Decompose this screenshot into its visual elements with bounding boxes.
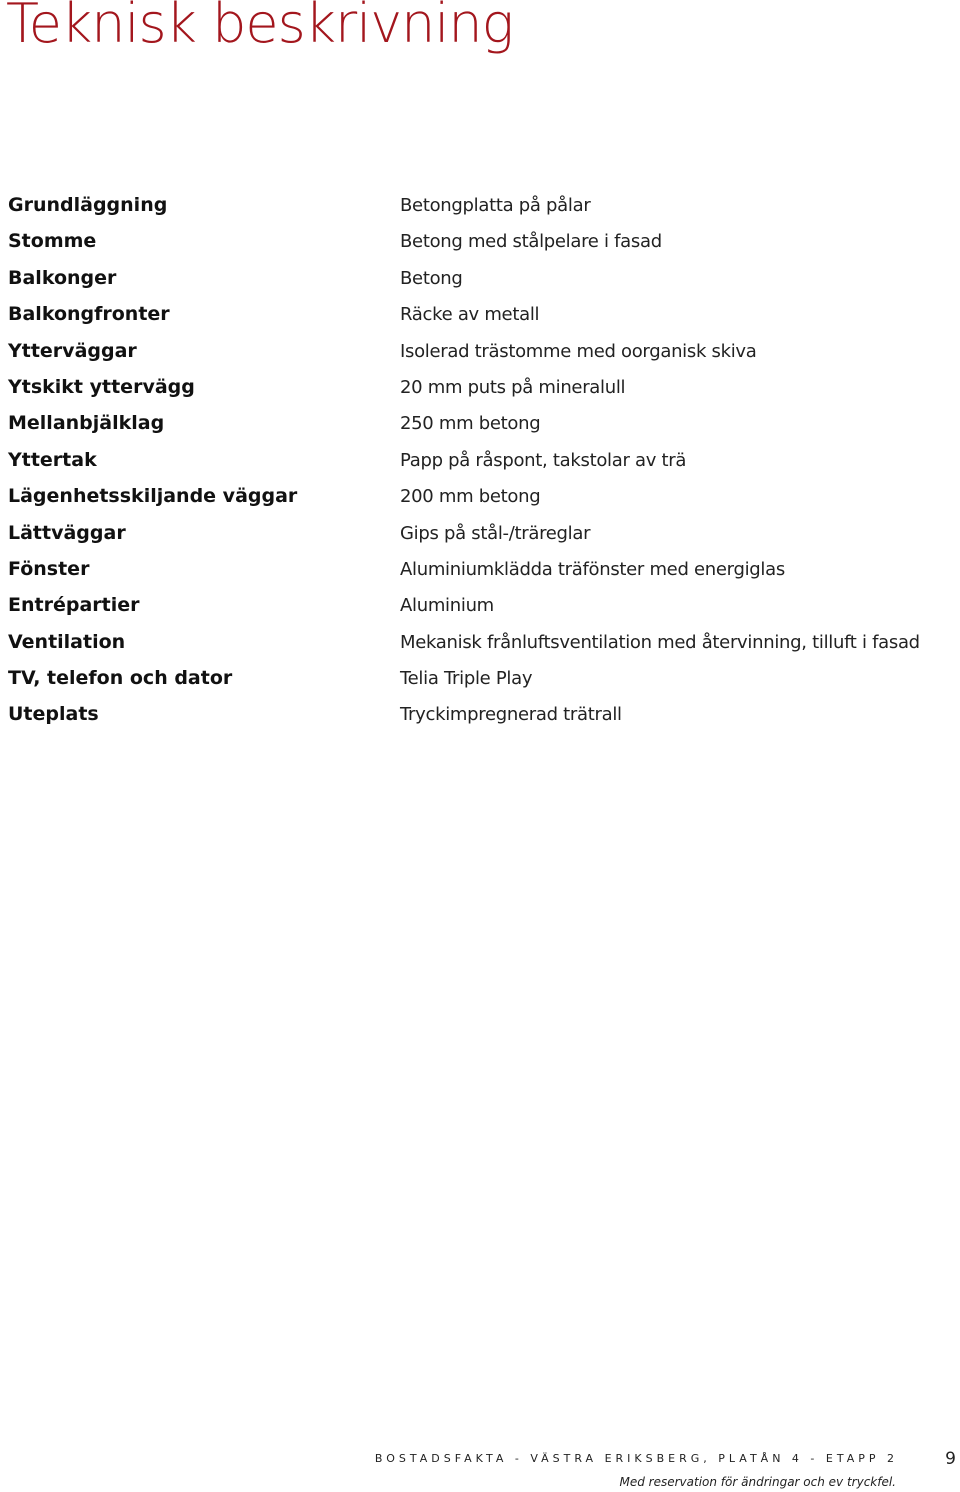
spec-label: Mellanbjälklag — [8, 412, 165, 435]
spec-row — [8, 703, 948, 739]
spec-label: Stomme — [8, 230, 97, 253]
spec-value: 250 mm betong — [400, 413, 541, 435]
spec-label: Balkonger — [8, 266, 117, 289]
spec-row — [8, 522, 948, 558]
spec-label: Lättväggar — [8, 521, 126, 544]
spec-row — [8, 340, 948, 376]
spec-label: Fönster — [8, 557, 90, 580]
spec-row — [8, 449, 948, 485]
spec-value: Isolerad trästomme med oorganisk skiva — [400, 340, 757, 362]
spec-row — [8, 194, 948, 230]
spec-value: Papp på råspont, takstolar av trä — [400, 449, 687, 471]
spec-label: Balkongfronter — [8, 303, 170, 326]
footer-title: BOSTADSFAKTA - VÄSTRA ERIKSBERG, PLATÅN 4 - ETAPP 2 — [374, 1452, 898, 1465]
spec-label: Grundläggning — [8, 194, 168, 216]
spec-value: Betong med stålpelare i fasad — [400, 231, 662, 253]
spec-label: TV, telefon och dator — [8, 667, 233, 690]
spec-value: Betongplatta på pålar — [400, 195, 591, 216]
spec-label: Lägenhetsskiljande väggar — [8, 485, 298, 508]
spec-row — [8, 594, 948, 630]
spec-value: Mekanisk frånluftsventilation med återvinning, tilluft i fasad — [400, 631, 920, 653]
spec-row — [8, 667, 948, 703]
page-title: Teknisk beskrivning — [6, 0, 514, 55]
page-number: 9 — [945, 1449, 956, 1469]
spec-value: Räcke av metall — [400, 304, 540, 326]
spec-row — [8, 303, 948, 339]
spec-row — [8, 485, 948, 521]
spec-value: Gips på stål-/träreglar — [400, 522, 591, 544]
footer-note: Med reservation för ändringar och ev tryckfel. — [619, 1475, 896, 1489]
spec-label: Uteplats — [8, 703, 99, 726]
spec-row — [8, 412, 948, 448]
spec-table — [8, 194, 948, 740]
spec-value: Betong — [400, 267, 463, 289]
spec-value: 200 mm betong — [400, 486, 541, 508]
spec-row — [8, 631, 948, 667]
spec-label: Ytterväggar — [8, 339, 137, 362]
spec-label: Yttertak — [8, 448, 97, 471]
spec-value: Aluminium — [400, 595, 494, 617]
spec-value: Telia Triple Play — [400, 668, 533, 690]
spec-label: Entrépartier — [8, 594, 140, 617]
spec-label: Ventilation — [8, 630, 126, 653]
spec-value: 20 mm puts på mineralull — [400, 376, 626, 398]
spec-value: Aluminiumklädda träfönster med energiglas — [400, 558, 785, 580]
spec-label: Ytskikt yttervägg — [8, 375, 195, 398]
spec-row — [8, 558, 948, 594]
spec-value: Tryckimpregnerad trätrall — [400, 704, 622, 726]
spec-row — [8, 267, 948, 303]
spec-row — [8, 376, 948, 412]
spec-row — [8, 230, 948, 266]
